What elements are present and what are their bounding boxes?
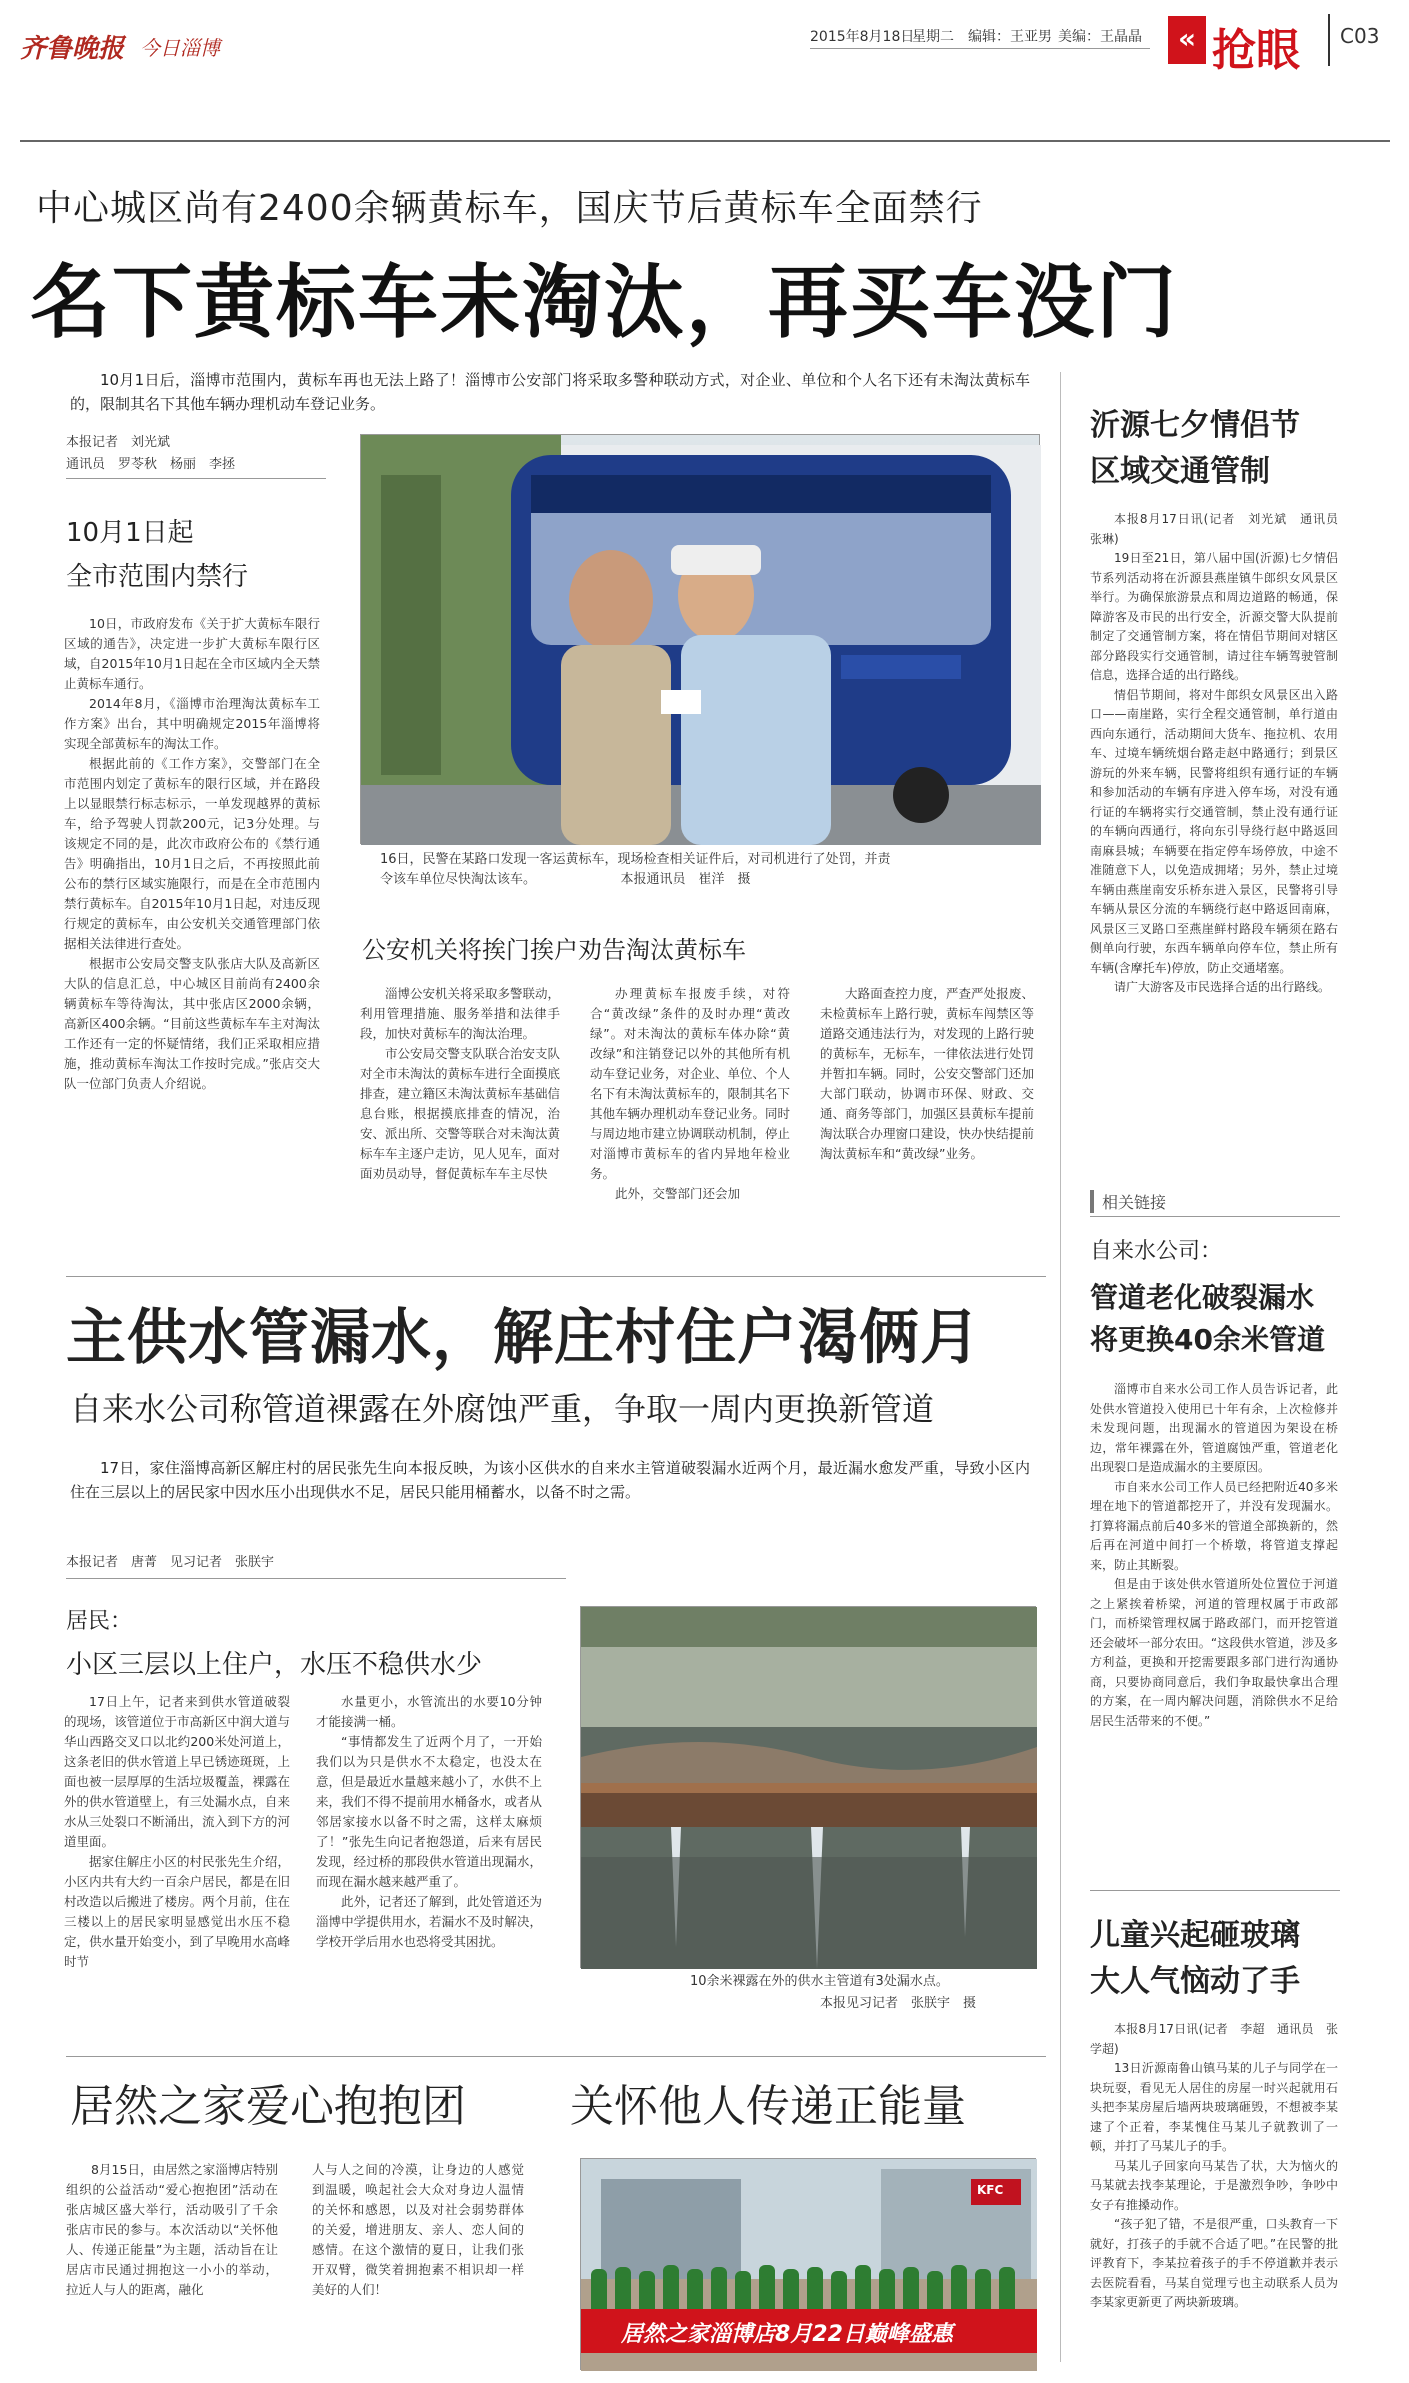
- story1-sub1-line2: 全市范围内禁行: [66, 562, 249, 592]
- issue-weekday: 星期二: [912, 29, 954, 45]
- sidebar2-p2: 市自来水公司工作人员已经把附近40多米埋在地下的管道都挖开了，并没有发现漏水。打算将漏点前后40多米的管道全部换新的，然后再在河道中间打一个桥墩，将管道支撑起来，防止其断裂。: [1090, 1479, 1338, 1572]
- double-chevron-icon: «: [1177, 22, 1197, 55]
- story1-byline1: 本报记者 刘光斌: [66, 435, 171, 450]
- story1-column4: [820, 984, 1034, 1284]
- story1-headline: 名下黄标车未淘汰，再买车没门: [30, 256, 1178, 349]
- store-sign: KFC: [977, 2183, 1004, 2197]
- story2-col1-p2: 据家住解庄小区的村民张先生介绍，小区内共有大约一百余户居民，都是在旧村改造以后搬进了楼房。两个月前，住在三楼以上的居民家明显感觉出水压不稳定，供水量开始变小，到了早晚用水高峰时节: [64, 1854, 290, 1969]
- story2-lead: 17日，家住淄博高新区解庄村的居民张先生向本报反映，为该小区供水的自来水主管道破裂漏水近两个月，最近漏水愈发严重，导致小区内住在三层以上的居民家中因水压小出现供水不足，居民只能用桶蓄水，以备不时之需。: [70, 1459, 1030, 1501]
- sidebar1-body: [1090, 510, 1351, 1160]
- story1-col3-p1: 办理黄标车报废手续，对符合“黄改绿”条件的及时办理“黄改绿”。对未淘汰的黄标车体办除“黄改绿”和注销登记以外的其他所有机动车登记业务，对企业、单位、个人名下有未淘汰黄标车的，限制其名下其他车辆办理机动车登记业务。同时与周边地市建立协调联动机制，停止对淄博市黄标车的省内异地年检业务。: [590, 986, 791, 1181]
- story1-sub2: 公安机关将挨门挨户劝告淘汰黄标车: [362, 936, 746, 964]
- story1-col3-p2: 此外，交警部门还会加: [615, 1186, 741, 1201]
- related-links-label: 相关链接: [1090, 1190, 1174, 1213]
- story1-col1-p1: 10日，市政府发布《关于扩大黄标车限行区域的通告》，决定进一步扩大黄标车限行区域，自2015年10月1日起在全市区域内全天禁止黄标车通行。: [64, 616, 320, 691]
- sidebar2-title-line1: 管道老化破裂漏水: [1090, 1281, 1315, 1314]
- police-bus-photo: [361, 435, 1041, 845]
- story2-column2: [316, 1692, 542, 2044]
- story2-col1-p1: 17日上午，记者来到供水管道破裂的现场，该管道位于市高新区中润大道与华山西路交叉口以北约200米处河道上，这条老旧的供水管道上早已锈迹斑斑，上面也被一层厚厚的生活垃圾覆盖，裸露在外的供水管道壁上，有三处漏水点，自来水从三处裂口不断涌出，流入到下方的河道里面。: [64, 1694, 290, 1849]
- story1-kicker: 中心城区尚有2400余辆黄标车，国庆节后黄标车全面禁行: [36, 188, 983, 229]
- sidebar2-kicker: 自来水公司：: [1090, 1239, 1223, 1264]
- story2-top-rule: [66, 1276, 1046, 1277]
- sidebar3-title-line2: 大人气恼动了手: [1090, 1964, 1300, 1999]
- editor-credit: 编辑：王亚男: [968, 29, 1052, 45]
- related-links-rule: [1090, 1216, 1340, 1217]
- story1-photo: [360, 434, 1040, 844]
- sidebar1-p2: 情侣节期间，将对牛郎织女风景区出入路口——南崖路，实行全程交通管制，单行道由西向东通行，活动期间大货车、拖拉机、农用车、过境车辆统烟台路走赵中路通行；到景区游玩的外来车辆，民警将组织有通行证的车辆和参加活动的车辆有序进入停车场，对没有通行证的车辆将实行交通管制，禁止没有通行证的车辆向西通行，将向东引导绕行赵中路返回南麻县城；车辆要在指定停车场停放，中途不准随意下人，以免造成拥堵；另外，禁止过境车辆由燕崖南安乐桥东进入景区，民警将引导车辆从景区分流的车辆绕行赵中路返回南麻，风景区三叉路口至燕崖鲜村路段车辆须在路右侧单向行驶，东西车辆单向停车位，禁止所有车辆(含摩托车)停放，防止交通堵塞。: [1090, 687, 1338, 975]
- story3-headline-right: 关怀他人传递正能量: [570, 2081, 966, 2132]
- story2-col2-p3: 此外，记者还了解到，此处管道还为淄博中学提供用水，若漏水不及时解决，学校开学后用水也恐将受其困扰。: [316, 1894, 542, 1949]
- sidebar3-title-line1: 儿童兴起砸玻璃: [1090, 1918, 1300, 1953]
- section-divider: [1328, 14, 1330, 66]
- story3-column1: 8月15日，由居然之家淄博店特别组织的公益活动“爱心抱抱团”活动在张店城区盛大举行，活动吸引了千余张店市民的参与。本次活动以“关怀他人、传递正能量”为主题，活动旨在让居店市民通过拥抱这一小小的举动，拉近人与人的距离，融化: [66, 2162, 278, 2297]
- story3-top-rule: [66, 2056, 1046, 2057]
- sidebar1-byline: 本报8月17日讯(记者 刘光斌 通讯员 张琳): [1090, 512, 1351, 546]
- story1-byline-rule: [66, 478, 326, 479]
- masthead-rule: [20, 140, 1390, 142]
- story1-column1: [64, 614, 320, 1254]
- sidebar2-p3: 但是由于该处供水管道所处位置位于河道之上紧挨着桥梁，河道的管理权属于市政部门，而桥梁管理权属于路政部门，而开挖管道还会破坏一部分农田。“这段供水管道，涉及多方利益，更换和开挖需要跟多部门进行沟通协商，只要协商同意后，我们争取最快拿出合理的方案，在一周内解决问题，消除供水不足给居民生活带来的不便。”: [1090, 1577, 1338, 1728]
- sidebar3-p2: 马某儿子回家向马某告了状，大为恼火的马某就去找李某理论，于是激烈争吵，争吵中女子有推搡动作。: [1090, 2158, 1338, 2212]
- story1-byline2: 通讯员 罗苓秋 杨丽 李拯: [66, 457, 236, 472]
- section-badge: [1168, 16, 1206, 64]
- banner-text: 居然之家淄博店8月22日巅峰盛惠: [621, 2322, 953, 2347]
- story2-col2-p2: “事情都发生了近两个月了，一开始我们以为只是供水不太稳定，也没太在意，但是最近水量越来越小了，水供不上来，我们不得不提前用水桶备水，或者从邻居家接水以备不时之需，这样太麻烦了！”张先生向记者抱怨道，后来有居民发现，经过桥的那段供水管道出现漏水，而现在漏水越来越严重了。: [316, 1734, 542, 1889]
- story1-col1-p3: 根据此前的《工作方案》，交警部门在全市范围内划定了黄标车的限行区域，并在路段上以显眼禁行标志标示，一单发现越界的黄标车，给予驾驶人罚款200元，记3分处理。与该规定不同的是，此次市政府公布的《禁行通告》明确指出，10月1日之后，不再按照此前公布的禁行区域实施限行，而是在全市范围内禁行黄标车。自2015年10月1日起，对违反现行规定的黄标车，由公安机关交通管理部门依据相关法律进行查处。: [64, 756, 320, 951]
- sidebar2-p1: 淄博市自来水公司工作人员告诉记者，此处供水管道投入使用已十年有余，上次检修并未发现问题，出现漏水的管道因为架设在桥边，常年裸露在外，管道腐蚀严重，管道老化出现裂口是造成漏水的主要原因。: [1090, 1382, 1338, 1474]
- masthead-date-underline: [810, 48, 1150, 49]
- designer-credit: 美编：王晶晶: [1058, 29, 1142, 45]
- sidebar3-p1: 13日沂源南鲁山镇马某的儿子与同学在一块玩耍，看见无人居住的房屋一时兴起就用石头把李某房屋后墙两块玻璃砸毁，不想被李某逮了个正着，李某愧住马某儿子就教训了一顿，并打了马某儿子的手。: [1090, 2061, 1338, 2153]
- story2-photo-caption1: 10余米裸露在外的供水主管道有3处漏水点。: [690, 1974, 949, 1989]
- story2-sub-kicker: 居民：: [66, 1609, 133, 1634]
- story2-byline-rule: [66, 1578, 566, 1579]
- story1-photo-caption1: 16日，民警在某路口发现一客运黄标车，现场检查相关证件后，对司机进行了处罚，并责: [380, 852, 891, 867]
- sidebar1-title-line2: 区域交通管制: [1090, 454, 1270, 489]
- sidebar3-top-rule: [1090, 1890, 1340, 1891]
- paper-name: 齐鲁晚报: [20, 34, 125, 64]
- sidebar1-p1: 19日至21日，第八届中国(沂源)七夕情侣节系列活动将在沂源县燕崖镇牛郎织女风景区举行。为确保旅游景点和周边道路的畅通，保障游客及市民的出行安全，沂源交警大队提前制定了交通管制方案，将在情侣节期间对辖区部分路段实行交通管制，请过往车辆驾驶管制信息，选择合适的出行路线。: [1090, 551, 1338, 682]
- leaking-pipe-photo: [581, 1607, 1037, 1969]
- story1-column2: [360, 984, 560, 1284]
- story1-col2-p2: 市公安局交警支队联合治安支队对全市未淘汰的黄标车进行全面摸底排查，建立籍区未淘汰黄标车基础信息台账，根据摸底排查的情况，治安、派出所、交警等联合对未淘汰黄标车车主逐户走访，见人见车，面对面劝员动导，督促黄标车车主尽快: [360, 1046, 561, 1181]
- sidebar3-p3: “孩子犯了错，不是很严重，口头教育一下就好，打孩子的手就不合适了吧。”在民警的批评教育下，李某拉着孩子的手不停道歉并表示去医院看看，马某自觉理亏也主动联系人员为李某家更新更了两块新玻璃。: [1090, 2217, 1338, 2309]
- story1-lead: 10月1日后，淄博市范围内，黄标车再也无法上路了！淄博市公安部门将采取多警种联动方式，对企业、单位和个人名下还有未淘汰黄标车的，限制其名下其他车辆办理机动车登记业务。: [70, 371, 1030, 413]
- section-name: 抢眼: [1212, 25, 1300, 76]
- sidebar3-body: [1090, 2020, 1338, 2370]
- story3-column2: 人与人之间的冷漠，让身边的人感觉到温暖，唤起社会大众对身边人温情的关怀和感恩，以及对社会弱势群体的关爱，增进朋友、亲人、恋人间的感情。在这个激情的夏日，让我们张开双臂，微笑着拥抱素不相识却一样美好的人们！: [312, 2162, 524, 2297]
- sidebar1-p3: 请广大游客及市民选择合适的出行路线。: [1114, 980, 1331, 994]
- sidebar1-title-line1: 沂源七夕情侣节: [1090, 408, 1300, 443]
- page-number: C03: [1340, 24, 1380, 48]
- story2-byline: 本报记者 唐菁 见习记者 张朕宇: [66, 1555, 275, 1570]
- story1-photo-caption2: 令该车单位尽快淘汰该车。 本报通讯员 崔洋 摄: [380, 872, 751, 887]
- story2-col2-p1: 水量更小，水管流出的水要10分钟才能接满一桶。: [316, 1694, 542, 1729]
- sidebar2-body: [1090, 1380, 1338, 1880]
- story2-sub-headline: 自来水公司称管道裸露在外腐蚀严重，争取一周内更换新管道: [70, 1390, 935, 1428]
- story1-col2-p1: 淄博公安机关将采取多警联动，利用管理措施、服务举措和法律手段，加快对黄标车的淘汰治理。: [360, 986, 561, 1041]
- story3-photo: [580, 2158, 1036, 2370]
- story2-photo: [580, 1606, 1036, 1968]
- story2-sub-title: 小区三层以上住户，水压不稳供水少: [66, 1650, 483, 1680]
- story3-headline-left: 居然之家爱心抱抱团: [70, 2081, 466, 2132]
- story2-headline: 主供水管漏水，解庄村住户渴俩月: [66, 1303, 981, 1373]
- story1-col1-p2: 2014年8月，《淄博市治理淘汰黄标车工作方案》出台，其中明确规定2015年淄博将实现全部黄标车的淘汰工作。: [64, 696, 320, 751]
- edition-name: 今日淄博: [140, 36, 220, 60]
- story1-col4-p1: 大路面查控力度，严查严处报废、未检黄标车上路行驶，黄标车闯禁区等道路交通违法行为，对发现的上路行驶的黄标车，无标车，一律依法进行处罚并暂扣车辆。同时，公安交警部门还加大部门联动，协调市环保、财政、交通、商务等部门，加强区县黄标车提前淘汰联合办理窗口建设，快办快结提前淘汰黄标车和“黄改绿”业务。: [820, 986, 1034, 1161]
- masthead: [0, 0, 1409, 145]
- story2-photo-caption2: 本报见习记者 张朕宇 摄: [820, 1996, 977, 2011]
- story1-column3: [590, 984, 790, 1284]
- sidebar-vertical-rule: [1060, 372, 1061, 2362]
- story1-sub1-line1: 10月1日起: [66, 518, 194, 548]
- sidebar3-byline: 本报8月17日讯(记者 李超 通讯员 张学超): [1090, 2022, 1338, 2056]
- story2-column1: [64, 1692, 290, 2044]
- story1-col1-p4: 根据市公安局交警支队张店大队及高新区大队的信息汇总，中心城区目前尚有2400余辆黄标车等待淘汰，其中张店区2000余辆，高新区400余辆。“目前这些黄标车车主对淘汰工作还有一定的怀疑情绪，我们正采取相应措施，推动黄标车淘汰工作按时完成。”张店交大队一位部门负责人介绍说。: [64, 956, 320, 1091]
- sidebar2-title-line2: 将更换40余米管道: [1090, 1323, 1325, 1356]
- issue-date: 2015年8月18日: [810, 29, 915, 45]
